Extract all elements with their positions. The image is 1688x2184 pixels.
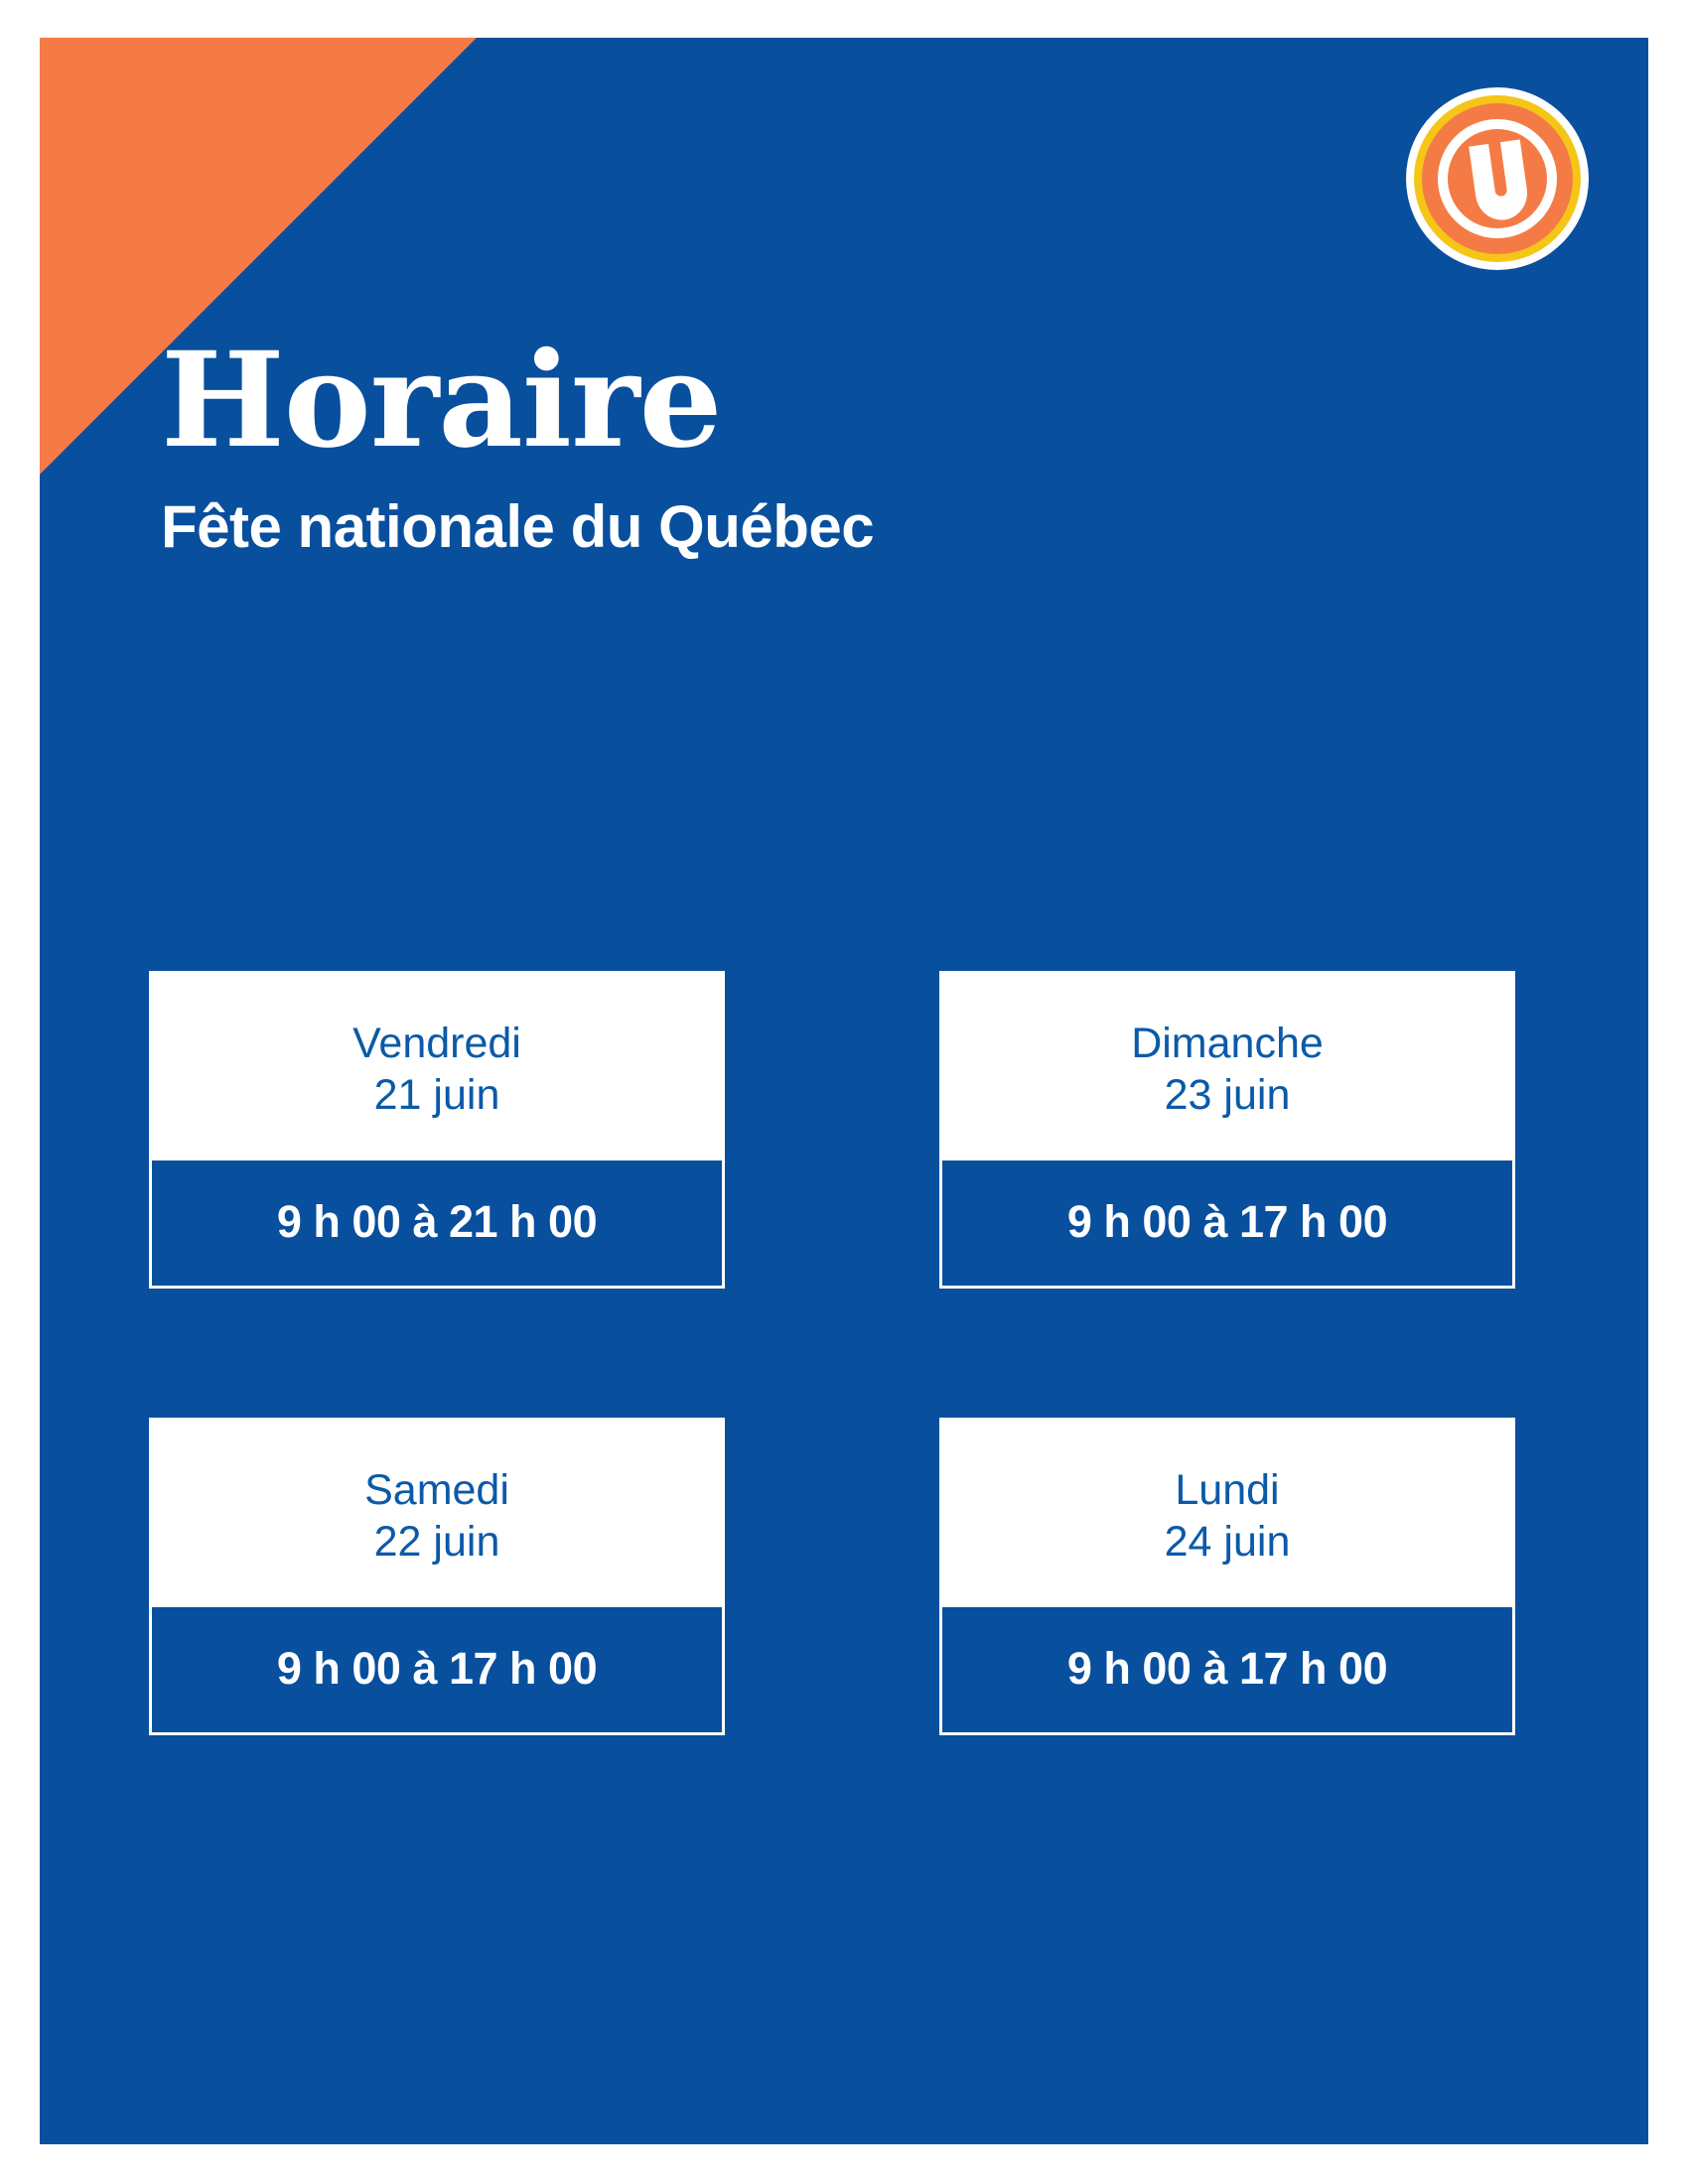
page-title: Horaire [161,324,722,478]
u-logo-icon [1404,85,1591,272]
schedule-card-weekday: Lundi [1175,1465,1280,1514]
schedule-card-date: 23 juin [1164,1071,1291,1120]
schedule-grid [149,971,1559,1735]
schedule-card-hours: 9 h 00 à 17 h 00 [942,1604,1512,1732]
schedule-card [149,971,725,1289]
poster-canvas [40,38,1648,2144]
schedule-card-hours: 9 h 00 à 17 h 00 [942,1158,1512,1286]
schedule-card-day [152,1421,722,1604]
schedule-card-date: 21 juin [373,1071,500,1120]
schedule-card-weekday: Samedi [364,1465,509,1514]
title-block [161,324,1352,561]
schedule-card-hours: 9 h 00 à 21 h 00 [152,1158,722,1286]
schedule-card-day [942,974,1512,1158]
schedule-card-date: 24 juin [1164,1518,1291,1567]
schedule-card-weekday: Dimanche [1131,1020,1324,1067]
schedule-card-date: 22 juin [373,1518,500,1567]
schedule-card [939,971,1515,1289]
page-subtitle: Fête nationale du Québec [161,493,875,560]
schedule-card [149,1418,725,1735]
schedule-card-day [152,974,722,1158]
schedule-card-day [942,1421,1512,1604]
schedule-card-hours: 9 h 00 à 17 h 00 [152,1604,722,1732]
schedule-card-weekday: Vendredi [352,1020,521,1067]
schedule-card [939,1418,1515,1735]
